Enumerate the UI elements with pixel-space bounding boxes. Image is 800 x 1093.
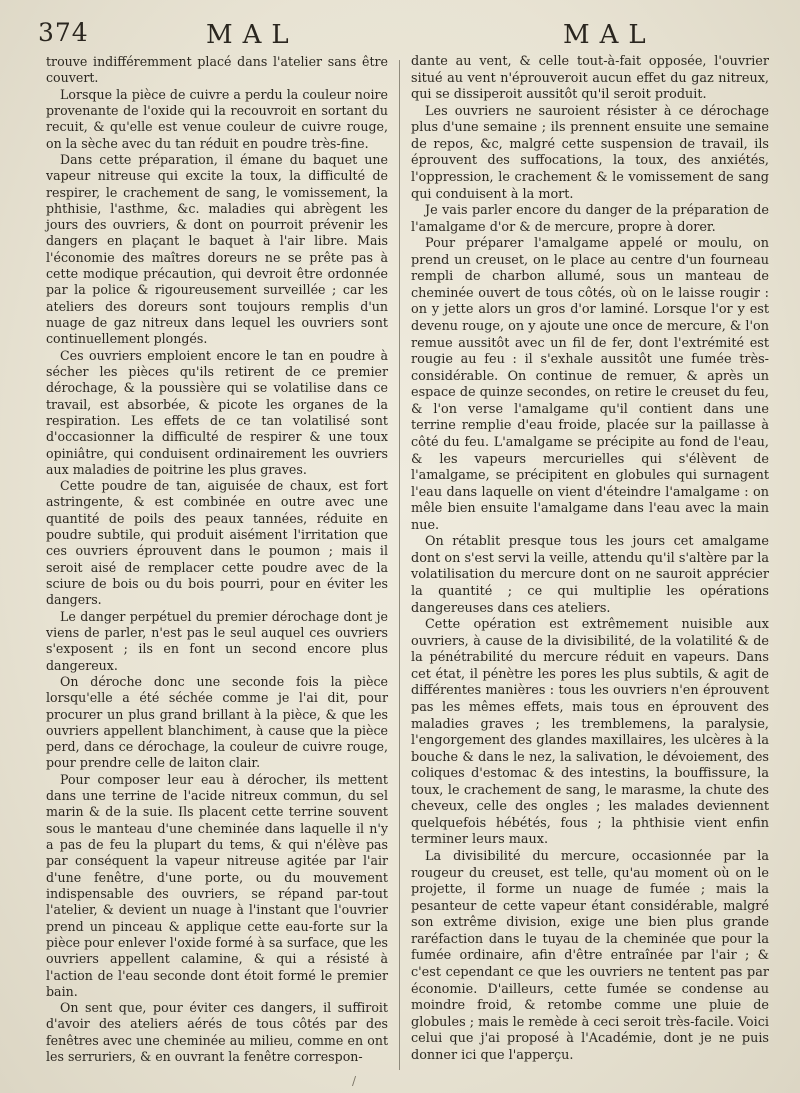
paragraph: Je vais parler encore du danger de la préparation de l'amalgame d'or & de mercure, propre à dorer.: [411, 203, 769, 235]
paragraph: On sent que, pour éviter ces dangers, il suffiroit d'avoir des ateliers aérés de tous côtés par des fenêtres avec une cheminée au milieu, comme en ont les serruriers, & en ouvrant la fenêtre correspon-: [46, 1000, 388, 1065]
right-column: [411, 54, 769, 1064]
paragraph: Le danger perpétuel du premier dérochage dont je viens de parler, n'est pas le seul auquel ces ouvriers s'exposent ; ils en font un second encore plus dangereux.: [46, 608, 388, 673]
paragraph: Les ouvriers ne sauroient résister à ce dérochage plus d'une semaine ; ils prennent ensuite une semaine de repos, &c, malgré cette suspension de travail, ils éprouvent des suffocations, la toux, des anxiétés, l'oppression, le crachement & le vomissement de sang qui conduisent à la mort.: [411, 103, 769, 202]
paragraph: La divisibilité du mercure, occasionnée par la rougeur du creuset, est telle, qu'au moment où on le projette, il forme un nuage de fumée ; mais la pesanteur de cette vapeur étant considérable, malgré son extrême division, exige une bien plus grande raréfaction dans le tuyau de la cheminée que pour la fumée ordinaire, afin d'être entraînée par l'air ; & c'est cependant ce que les ouvriers ne tentent pas par économie. D'ailleurs, cette fumée se condense au moindre froid, & retombe comme une pluie de globules ; mais le remède à ceci seroit très-facile. Voici celui que j'ai proposé à l'Académie, dont je ne puis donner ici que l'apperçu.: [411, 849, 769, 1063]
left-column: [46, 54, 388, 1065]
footer-mark: /: [352, 1074, 357, 1088]
running-head-left: MAL: [206, 20, 299, 50]
paragraph: Lorsque la pièce de cuivre a perdu la couleur noire provenante de l'oxide qui la recouvroit en sortant du recuit, & qu'elle est venue couleur de cuivre rouge, on la sèche avec du tan réduit en poudre très-fine.: [46, 86, 388, 151]
page-number: 374: [38, 18, 89, 47]
paragraph: Ces ouvriers emploient encore le tan en poudre à sécher les pièces qu'ils retirent de ce premier dérochage, & la poussière qui se volatilise dans ce travail, est absorbée, & picote les organes de la respiration. Les effets de ce tan volatilisé sont d'occasionner la difficulté de respirer & une toux opiniâtre, qui conduisent ordinairement les ouvriers aux maladies de poitrine les plus graves.: [46, 347, 388, 477]
running-header: [28, 18, 770, 52]
paragraph: On déroche donc une seconde fois la pièce lorsqu'elle a été séchée comme je l'ai dit, pour procurer un plus grand brillant à la pièce, & que les ouvriers appellent blanchiment, à cause que la pièce perd, dans ce dérochage, la couleur de cuivre rouge, pour prendre celle de laiton clair.: [46, 673, 388, 771]
column-divider: [399, 60, 400, 1070]
paragraph: Pour composer leur eau à dérocher, ils mettent dans une terrine de l'acide nitreux commun, du sel marin & de la suie. Ils placent cette terrine souvent sous le manteau d'une cheminée dans laquelle il n'y a pas de feu la plupart du tems, & qui n'élève pas par conséquent la vapeur nitreuse agitée par l'air d'une fenêtre, d'une porte, ou du mouvement indispensable des ouvriers, se répand par-tout l'atelier, & devient un nuage à l'instant que l'ouvrier prend un pinceau & applique cette eau-forte sur la pièce pour enlever l'oxide formé à sa surface, que les ouvriers appellent calamine, & qui a résisté à l'action de l'eau seconde dont étoit formé le premier bain.: [46, 771, 388, 999]
paragraph: Dans cette préparation, il émane du baquet une vapeur nitreuse qui excite la toux, la difficulté de respirer, le crachement de sang, le vomissement, la phthisie, l'asthme, &c. maladies qui abrègent les jours des ouvriers, & dont on pourroit prévenir les dangers en plaçant le baquet à l'air libre. Mais l'économie des maîtres doreurs ne se prête pas à cette modique précaution, qui devroit être ordonnée par la police & rigoureusement surveillée ; car les ateliers des doreurs sont toujours remplis d'un nuage de gaz nitreux dans lequel les ouvriers sont continuellement plongés.: [46, 151, 388, 347]
paragraph: On rétablit presque tous les jours cet amalgame dont on s'est servi la veille, attendu qu'il s'altère par la volatilisation du mercure dont on ne sauroit apprécier la quantité ; ce qui multiplie les opérations dangereuses dans ces ateliers.: [411, 534, 769, 616]
paragraph: Cette poudre de tan, aiguisée de chaux, est fort astringente, & est combinée en outre avec une quantité de poils des peaux tannées, réduite en poudre subtile, qui produit aisément l'irritation que ces ouvriers éprouvent dans le poumon ; mais il seroit aisé de remplacer cette poudre avec de la sciure de bois ou du bois pourri, pour en éviter les dangers.: [46, 478, 388, 608]
running-head-right: MAL: [563, 20, 656, 50]
paragraph: Pour préparer l'amalgame appelé or moulu, on prend un creuset, on le place au centre d'un fourneau rempli de charbon allumé, sous un manteau de cheminée ouvert de tous côtés, où on le laisse rougir : on y jette alors un gros d'or laminé. Lorsque l'or y est devenu rouge, on y ajoute une once de mercure, & l'on remue aussitôt avec un fil de fer, dont l'extrémité est rougie au feu : il s'exhale aussitôt une fumée très-considérable. On continue de remuer, & après un espace de quinze secondes, on retire le creuset du feu, & l'on verse l'amalgame qu'il contient dans une terrine remplie d'eau froide, placée sur la paillasse à côté du feu. L'amalgame se précipite au fond de l'eau, & les vapeurs mercurielles qui s'élèvent de l'amalgame, se précipitent en globules qui surnagent l'eau dans laquelle on vient d'éteindre l'amalgame : on mêle bien ensuite l'amalgame dans l'eau avec la main nue.: [411, 236, 769, 533]
paragraph: trouve indifféremment placé dans l'atelier sans être couvert.: [46, 54, 388, 86]
paragraph: dante au vent, & celle tout-à-fait opposée, l'ouvrier situé au vent n'éprouveroit aucun effet du gaz nitreux, qui se dissiperoit aussitôt qu'il seroit produit.: [411, 54, 769, 103]
paragraph: Cette opération est extrêmement nuisible aux ouvriers, à cause de la divisibilité, de la volatilité & de la pénétrabilité du mercure réduit en vapeurs. Dans cet état, il pénètre les pores les plus subtils, & agit de différentes manières : tous les ouvriers n'en éprouvent pas les mêmes effets, mais tous en éprouvent des maladies graves ; les tremblemens, la paralysie, l'engorgement des glandes maxillaires, les ulcères à la bouche & dans le nez, la salivation, le dévoiement, des coliques d'estomac & des intestins, la bouffissure, la toux, le crachement de sang, le marasme, la chute des cheveux, celle des ongles ; les malades deviennent quelquefois hébétés, fous ; la phthisie vient enfin terminer leurs maux.: [411, 617, 769, 848]
